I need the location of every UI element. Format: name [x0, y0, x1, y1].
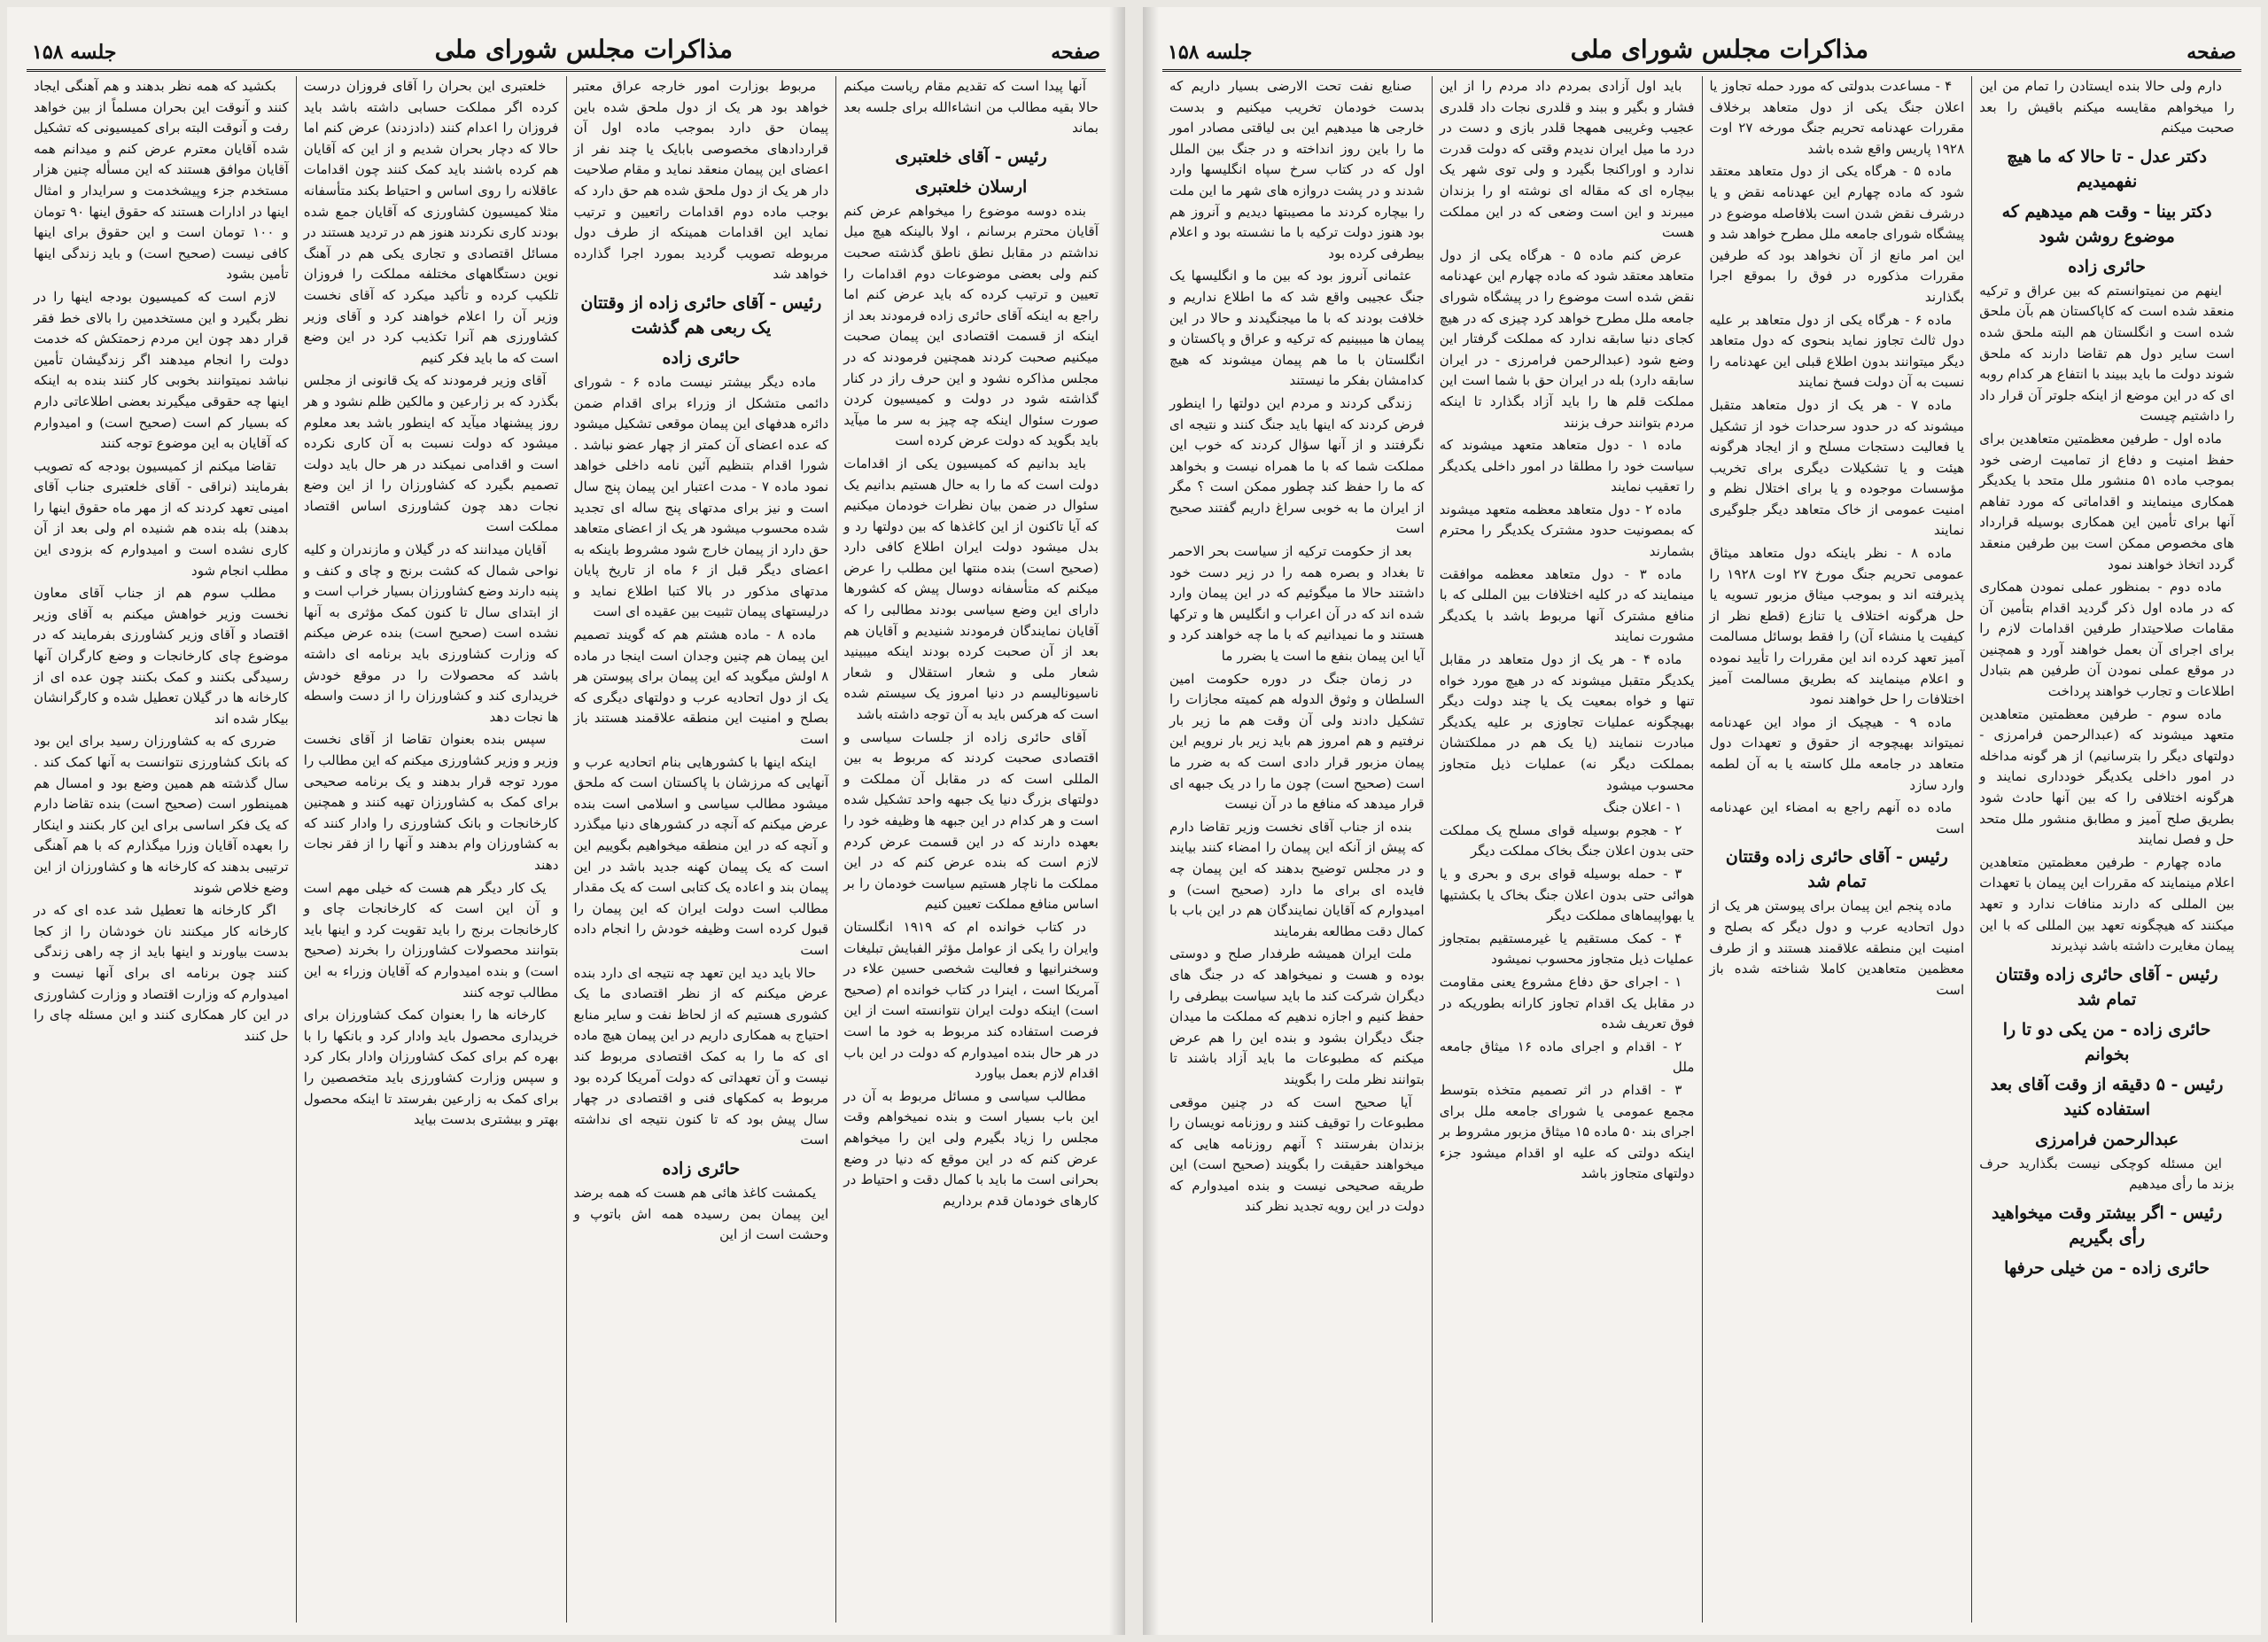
paragraph: باید اول آزادی بمردم داد مردم را از این فشار و بگیر و ببند و قلدری نجات داد قلدری عجیب وغریبی همهجا قلدر بازی و دست در درد ما میل ایران ندیدم وقتی که دولت قدرت ندارد و اوراکنجا بگیرد و ولی توی شهر یک بیچاره ای که مقاله ای نوشته او را بزندان میبرند و این است وضعی که در این مملکت هست	[1439, 78, 1695, 241]
paragraph: ۳ - اقدام در اثر تصمیم متخذه بتوسط مجمع عمومی یا شورای جامعه ملل برای اجرای بند ۵۰ ماده ۱۵ میثاق مزبور مشروط بر اینکه دولتی که علیه او اقدام میشود جزء دولتهای متجاوز باشد	[1439, 1081, 1695, 1182]
paragraph: ۱ - اعلان جنگ	[1603, 799, 1682, 816]
paragraph: ۳ - حمله بوسیله قوای بری و بحری و یا هوائی حتی بدون اعلان جنگ بخاک یا بکشتیها یا بهواپیماهای مملکت دیگر	[1439, 865, 1695, 924]
speaker-heading: حائری زاده	[2068, 256, 2146, 276]
paragraph: دارم ولی حالا بنده ایستادن را تمام من این را میخواهم مقایسه میکنم باقیش را بعد صحبت میکنم	[1979, 78, 2234, 136]
paragraph: سپس بنده بعنوان تقاضا از آقای نخست وزیر و وزیر کشاورزی میکنم که این مطالب را مورد توجه قرار بدهند و یک برنامه صحیحی برای کمک به کشاورزان تهیه کنند و همچنین کارخانجات و بانک کشاورزی را وادار کنند که به کشاورزان وام بدهند و آنها را از فقر نجات دهند	[303, 731, 559, 873]
paragraph: اینهم من نمیتوانستم که بین عراق و ترکیه منعقد شده است که کاپاکستان هم بآن ملحق شده است و انگلستان هم البته ملحق شده است سایر دول هم تقاضا دارند که ملحق شوند دولت ما باید ببیند با انتفاع هر کدام روبه ای که در این موضع از اینکه جلوتر آن قرار داد را داشتیم چیست	[1979, 282, 2234, 424]
paragraph: مربوط بوزارت امور خارجه عراق معتبر خواهد بود هر یک از دول ملحق شده باین پیمان حق دارد بموجب ماده اول آن قراردادهای مخصوصی بابایک یا چند نفر از اعضای این پیمان منعقد نماید و مقام صلاحیت دار هر یک از دول ملحق شده هم حق دارد که بوجب ماده دوم اقدامات راتعیین و ترتیب نماید این اقدامات همینکه از طرف دول مربوطه تصویب گردید بمورد اجرا گذارده خواهد شد	[573, 78, 829, 283]
paragraph: بنده از جناب آقای نخست وزیر تقاضا دارم که پیش از آنکه این پیمان را امضاء کنند بیایند و در مجلس توضیح بدهند که این پیمان چه فایده ای برای ما دارد (صحیح است) و امیدوارم که آقایان نمایندگان هم در این باب با کمال دقت مطالعه بفرمایند	[1169, 818, 1425, 939]
paragraph: مطالب سیاسی و مسائل مربوط به آن در این باب بسیار است و بنده نمیخواهم وقت مجلس را زیاد بگیرم ولی این را میخواهم عرض کنم که در این موقع که دنیا در وضع بحرانی است ما باید با کمال دقت و احتیاط در کارهای خودمان قدم برداریم	[843, 1087, 1099, 1209]
paragraph: باید بدانیم که کمیسیون یکی از اقدامات دولت است که ما را به حال هستیم بدانیم یک سئوال در ضمن بیان نظرات خودمان میکنیم که آیا تاکنون از این کاغذها که بین دولتها رد و بدل میشود دولت ایران اطلاع کافی دارد (صحیح است) بنده منتها این مطلب را عرض میکنم که متأسفانه دوسال پیش که کشورها دارای این وضع سیاسی بودند مطالبی را که آقایان نمایندگان فرمودند شنیدیم و آقایان هم بعد از آن صحبت کرده بودند اینکه میبینید شعار ملی و شعار استقلال و شعار ناسیونالیسم در دنیا امروز یک سیستم شده است که هرکس باید به آن توجه داشته باشد	[843, 455, 1099, 723]
paragraph: خلعتبری این بحران را آقای فروزان درست کرده اگر مملکت حسابی داشته باشد باید فروزان را اعدام کنند (دادزدند) عرض کنم اما حالا که دچار بحران شدیم و از این که آقایان هم کرده باشند باید کمک کنند چون اقدامات عاقلانه را روی اساس و احتیاط بکند متأسفانه مثلا کمیسیون کشاورزی که آقایان جمع شده بودند کاری نکردند هنوز هم در تردید هستند در مسائل اقتصادی و تجاری یکی هم در آهنگ نوین دستگاههای مختلفه مملکت را فروزان تلکیب کرده و تأکید میکرد که آقای نخست وزیر آن را اعلام خواهند کرد و آقای وزیر کشاورزی هم آنرا تکذیب کرد در این وضع است که ما باید فکر کنیم	[303, 78, 559, 366]
paragraph: تقاضا میکنم از کمیسیون بودجه که تصویب بفرمایند (نراقی - آقای خلعتبری جناب آقای امینی تعهد کردند که از مهر ماه حقوق اینها را بدهند) بله بنده هم شنیده ام ولی بعد از آن کاری نشده است و امیدوارم که بزودی این مطلب انجام شود	[34, 457, 289, 579]
paragraph: ماده ۶ - هرگاه یکی از دول متعاهد بر علیه دول ثالث تجاوز نماید بنحوی که دول متعاهد دیگر میتوانند بدون اطلاع قبلی این عهدنامه را نسبت به آن دولت فسخ نمایند	[1709, 311, 1965, 391]
paragraph: ضرری که به کشاورزان رسید برای این بود که بانک کشاورزی نتوانست به آنها کمک کند . سال گذشته هم همین وضع بود و امسال هم همینطور است (صحیح است) بنده تقاضا دارم که یک فکر اساسی برای این کار بکنند و اینکار را بعهده آقایان وزرا میگذارم که با هم آهنگی ترتیبی بدهند که کارخانه ها و کشاورزان از این وضع خلاص شوند	[34, 733, 289, 896]
paragraph: لازم است که کمیسیون بودجه اینها را در نظر بگیرد و این مستخدمین را بالای خط فقر قرار دهد چون این مردم زحمتکش که خدمت دولت را انجام میدهند اگر زندگیشان تأمین نباشد نمیتوانند بخوبی کار کنند بنده به اینکه اینها چه حقوقی میگیرند بعضی اطلاعاتی دارم که بسیار کم است (صحیح است) و امیدوارم که آقایان به این موضوع توجه کنند	[34, 288, 289, 452]
speaker-heading: دکتر بینا - وقت هم میدهیم که موضوع روشن شود	[2001, 201, 2212, 246]
left-page-header	[27, 23, 1106, 72]
paragraph: ۴ - مساعدت بدولتی که مورد حمله تجاوز یا اعلان جنگ یکی از دول متعاهد برخلاف مقررات عهدنامه تحریم جنگ مورخه ۲۷ اوت ۱۹۲۸ پاریس واقع شده باشد	[1709, 78, 1965, 157]
paragraph: زندگی کردند و مردم این دولتها را اینطور فرض کردند که اینها باید جنگ کنند و نتیجه ای نگرفتند و از آنها سؤال کردند که خوب این مملکت شما که با ما همراه نیست و بخواهد که ما را حفظ کند چطور ممکن است ؟ مگر از ایران ما به خوبی سراغ داریم گفتند صحیح است	[1169, 394, 1425, 537]
paragraph: در زمان جنگ در دوره حکومت امین السلطان و وثوق الدوله هم کمیته مجازات را تشکیل دادند ولی آن وقت هم ما زیر بار نرفتیم و هم امروز هم باید زیر بار نرویم این پیمان مزبور قرار دادی است که به ضرر ما است (صحیح است) چون ما را در یک جبهه ای قرار میدهد که منافع ما در آن نیست	[1169, 670, 1425, 813]
speaker-heading: دکتر عدل - تا حالا که ما هیچ نفهمیدیم	[2007, 146, 2207, 191]
right-column-2	[1702, 76, 1972, 1623]
speaker-heading: عبدالرحمن فرامرزی	[2035, 1129, 2179, 1149]
left-page-label: صفحه	[1051, 41, 1100, 64]
left-columns	[27, 76, 1106, 1623]
newspaper-spread	[7, 7, 2261, 1635]
right-page-header	[1162, 23, 2241, 72]
paragraph: اگر کارخانه ها تعطیل شد عده ای که در کارخانه کار میکنند نان خودشان را از کجا بدست بیاورند و اینها باید از چه راهی زندگی کنند چون برنامه ای برای آنها نیست و امیدوارم که وزارت اقتصاد و وزارت کشاورزی در این کار همکاری کنند و این مسئله چای را حل کنند	[34, 902, 289, 1044]
paragraph: ماده چهارم - طرفین معظمتین متعاهدین اعلام مینمایند که مقررات این پیمان با تعهدات بین المللی که دارند منافات ندارد و تعهد میکنند که هیچگونه تعهد بین المللی که با این پیمان مغایرت داشته باشد نپذیرند	[1979, 853, 2234, 954]
paragraph: ماده ۸ - نظر باینکه دول متعاهد میثاق عمومی تحریم جنگ مورخ ۲۷ اوت ۱۹۲۸ را پذیرفته اند و بموجب میثاق مزبور تسویه یا حل هرگونه اختلاف یا تنازع (قطع نظر از کیفیت یا منشاء آن) را فقط بوسائل مسالمت آمیز تعهد کرده اند این مقررات را تأیید نموده و اعلام مینمایند که بطریق مسالمت آمیز اختلافات را حل خواهند نمود	[1709, 545, 1965, 708]
gutter-shadow	[1109, 7, 1125, 1635]
paragraph: این مسئله کوچکی نیست بگذارید حرف بزند ما رأی میدهیم	[1979, 1155, 2234, 1193]
right-columns	[1162, 76, 2241, 1623]
paragraph: بکشید که همه نظر بدهند و هم آهنگی ایجاد کنند و آنوقت این بحران مسلماً از بین خواهد رفت و آنوقت البته برای کمیسیونی که تشکیل شده آقایان معترم عرض کنم و میدانم همه آقایان موافق هستند که این مسأله چنین هزار مستخدم جزء وپیشخدمت و سرایدار و امثال اینها در ادارات هستند که حقوق اینها ۹۰ تومان و ۱۰۰ تومان است و این حقوق برای اینها کافی نیست (صحیح است) و باید زندگی اینها تأمین بشود	[34, 78, 289, 283]
paragraph: ماده ۹ - هیچیک از مواد این عهدنامه نمیتواند بهیچوجه از حقوق و تعهدات دول متعاهد در جامعه ملل کاسته یا به آن لطمه وارد سازد	[1709, 713, 1965, 793]
paragraph: آنها پیدا است که تقدیم مقام ریاست میکنم حالا بقیه مطالب من انشاءالله برای جلسه بعد بماند	[843, 78, 1099, 136]
speaker-heading: رئیس - آقای حائری زاده وقتتان تمام شد	[1725, 847, 1948, 892]
left-column-2	[566, 76, 836, 1623]
paragraph: مطلب سوم هم از جناب آقای معاون نخست وزیر خواهش میکنم به آقای وزیر اقتصاد و آقای وزیر کشاورزی بفرمایند که در موضوع چای کارخانجات و وضع کارگران آنها رسیدگی بکنند و کمک بکنند چون عده ای از کارخانه ها در گیلان تعطیل شده و کارگرانشان بیکار شده اند	[34, 585, 289, 727]
speaker-heading: رئیس - آقای حائری زاده از وقتتان یک ربعی هم گذشت	[580, 292, 822, 338]
speaker-heading: حائری زاده - من خیلی حرفها	[2004, 1257, 2210, 1278]
paragraph: ۲ - هجوم بوسیله قوای مسلح یک مملکت حتی بدون اعلان جنگ بخاک مملکت دیگر	[1439, 821, 1695, 860]
gutter-shadow	[1143, 7, 1159, 1635]
paragraph: ۲ - اقدام و اجرای ماده ۱۶ میثاق جامعه ملل	[1439, 1038, 1695, 1076]
paragraph: ماده ۲ - دول متعاهد معظمه متعهد میشوند که بمصونیت حدود مشترک یکدیگر را محترم بشمارند	[1439, 501, 1695, 560]
speaker-heading: ارسلان خلعتبری	[914, 176, 1028, 197]
paragraph: صنایع نفت تحت الارضی بسیار داریم که بدست خودمان تخریب میکنیم و بدست خارجی ها میدهیم این بی لیاقتی مصادر امور ما را باین روز انداخته و در جنگ بین الملل اول که در کتاب سرخ سپاه انگلیسها وارد شدند و در پشت دروازه های شهر ما این ملت را بیچاره کردند ما مصیبتها دیدیم و آنروز هم بود هنوز دولت ترکیه با ما نشسته بود و اعلام بیطرفی کرده بود	[1169, 78, 1425, 261]
speaker-heading: حائری زاده	[662, 1158, 741, 1179]
left-page	[7, 7, 1125, 1635]
left-running-title: مذاکرات مجلس شورای ملی	[434, 35, 734, 64]
paragraph: عثمانی آنروز بود که بین ما و انگلیسها یک جنگ عجیبی واقع شد که ما اطلاع نداریم و خلافت بودند که با ما میجنگیدند و حالا در این پیمان ها میبینیم که ترکیه و عراق و پاکستان و انگلستان با ما هم پیمان میشوند که هیچ کدامشان بفکر ما نیستند	[1169, 268, 1425, 389]
right-column-4	[1162, 76, 1432, 1623]
paragraph: آقای حائری زاده از جلسات سیاسی و اقتصادی صحبت کردند که مربوط به بین المللی است که در مقابل آن مملکت و دولتهای بزرگ دنیا یک جبهه واحد تشکیل شده است و هر کدام در این جبهه ها وظیفه خود را بعهده دارند که در این قسمت عرض کردم لازم است که بنده عرض کنم که در این مملکت ما ناچار هستیم سیاست خودمان را بر اساس منافع مملکت تعیین کنیم	[843, 728, 1099, 913]
paragraph: حالا باید دید این تعهد چه نتیجه ای دارد بنده عرض میکنم که از نظر اقتصادی ما یک کشوری هستیم که از لحاظ نفت و سایر منابع احتیاج به همکاری داریم در این پیمان هیچ ماده ای که ما را به کمک اقتصادی مربوط کند نیست و آن تعهداتی که دولت آمریکا کرده بود مربوط به کمکهای فنی و اقتصادی در چهار سال پیش بود که تا کنون نتیجه ای نداشته است	[573, 964, 829, 1148]
paragraph: ماده دوم - بمنظور عملی نمودن همکاری که در ماده اول ذکر گردید اقدام بتأمین آن مقامات صلاحیتدار طرفین اقدامات لازم را برای اجرای آن بعمل خواهند آورد و همچنین در موقع عملی نمودن آن طرفین هم بتبادل اطلاعات و تجارب خواهند پرداخت	[1979, 579, 2234, 700]
paragraph: یک کار دیگر هم هست که خیلی مهم است و آن این است که کارخانجات چای و کارخانجات برنج را باید تقویت کرد و اینها باید بتوانند محصولات کشاورزان را بخرند (صحیح است) و بنده امیدوارم که آقایان وزراء به این مطالب توجه کنند	[303, 879, 559, 1000]
paragraph: ماده دیگر بیشتر نیست ماده ۶ - شورای دائمی متشکل از وزراء برای اقدام ضمن دائره هدفهای این پیمان موقعی تشکیل میشود که عده اعضای آن کمتر از چهار عضو نباشد . شورا اقدام بتنظیم آئین نامه داخلی خواهد نمود ماده ۷ - مدت اعتبار این پیمان پنج سال است و نیز برای مدتهای پنج ساله ای تجدید شده محسوب میشود هر یک از اعضای متعاهد حق دارد از پیمان خارج شود مشروط باینکه به اعضای دیگر قبل از ۶ ماه از تاریخ پایان مدتهای مذکور در بالا کتبا اطلاع نماید و درلیستهای پیمان تثبیت بین عقیده ای است	[573, 373, 829, 620]
paragraph: آقای وزیر فرمودند که یک قانونی از مجلس بگذرد که بر زارعین و مالکین ظلم نشود و هر روز پیشنهاد میآید که اینطور باشد بعد معلوم میشود که دولت نسبت به آن کاری نکرده است و اقدامی نمیکند در هر حال باید دولت تصمیم بگیرد که کشاورزان را از این وضع نجات دهد چون کشاورزی اساس اقتصاد مملکت است	[303, 372, 559, 535]
speaker-heading: حائری زاده	[662, 347, 741, 368]
paragraph: ۴ - کمک مستقیم یا غیرمستقیم بمتجاوز عملیات ذیل متجاوز محسوب نمیشود	[1439, 930, 1695, 968]
paragraph: اینکه اینها با کشورهایی بنام اتحادیه عرب و آنهایی که مرزشان با پاکستان است که ملحق میشود مطالب سیاسی و اسلامی است بنده عرض میکنم که آنچه در کشورهای دنیا میگذرد و آنچه که در این منطقه میخواهیم بگوییم این است که یک پیمان کهنه جدید باشد در این پیمان بند و اعاده یک کتابی است که یک مقدار مطالب است دولت ایران که این پیمان را قبول کرده است وظیفه خودش را انجام داده است	[573, 753, 829, 958]
paragraph: بعد از حکومت ترکیه از سیاست بحر الاحمر تا بغداد و بصره همه را در زیر دست خود داشتند حالا ما میگوئیم که در این پیمان وارد شده اند که در آن اعراب و انگلیس ها و ترکها هستند و ما نمیدانیم که با ما چه خواهند کرد و آیا این پیمان بنفع ما است یا بضرر ما	[1169, 543, 1425, 665]
paragraph: ماده ده آنهم راجع به امضاء این عهدنامه است	[1709, 799, 1965, 837]
paragraph: بنده دوسه موضوع را میخواهم عرض کنم آقایان محترم برسانم ، اولا بالینکه هیچ میل نداشتم در مقابل نطق ناطق گذشته صحبت کنم ولی بعضی موضوعات دوم اقدامات را تعیین و ترتیب کرده که باید عرض کنم اما راجع به اینکه آقای حائری زاده فرمودند بعد از اینکه از قسمت اقتصادی این پیمان صحبت میکنیم صحبت کردند همچنین فرمودند که در مجلس مذاکره نشود و این حرف راز در کنار گذاشته شود در دولت و کمیسیون کردن صورت سئوال اینکه چه چیز به سر ما میآید باید بگوید که دولت عرض کرده است	[843, 202, 1099, 449]
paragraph: کارخانه ها را بعنوان کمک کشاورزان برای خریداری محصول باید وادار کرد و بانکها را با بهره کم برای کمک کشاورزان وادار بکار کرد و سپس وزارت کشاورزی باید متخصصین را برای کمک به زارعین بفرستد تا اینکه محصول بهتر و بیشتری بدست بیاید	[303, 1007, 559, 1128]
paragraph: ماده ۱ - دول متعاهد متعهد میشوند که سیاست خود را مطلقا در امور داخلی یکدیگر را تعقیب نمایند	[1439, 437, 1695, 495]
right-column-1	[1971, 76, 2241, 1623]
speaker-heading: رئیس - آقای خلعتبری	[895, 146, 1047, 167]
paragraph: ماده ۳ - دول متعاهد معظمه موافقت مینمایند که در کلیه اختلافات بین المللی که با منافع مشترک آنها مربوط باشد با یکدیگر مشورت نمایند	[1439, 565, 1695, 645]
paragraph: ماده اول - طرفین معظمتین متعاهدین برای حفظ امنیت و دفاع از تمامیت ارضی خود بموجب ماده ۵۱ منشور ملل متحد با یکدیگر همکاری مینمایند و اقداماتی که مورد تفاهم آنها برای تأمین این همکاری بوسیله قرارداد های مخصوص ممکن است بین طرفین منعقد گردد اتخاذ خواهند نمود	[1979, 430, 2234, 572]
paragraph: ماده ۵ - هرگاه یکی از دول متعاهد معتقد شود که ماده چهارم این عهدنامه نقض و یا درشرف نقض شدن است بلافاصله موضوع در پیشگاه شورای جامعه ملل مطرح خواهد شد و این امر مانع از آن نخواهد بود که طرفین مقررات مذکوره در فوق را بموقع اجرا بگذارند	[1709, 163, 1965, 305]
paragraph: ماده پنجم این پیمان برای پیوستن هر یک از دول اتحادیه عرب و دول دیگر که بصلح و امنیت این منطقه علاقمند هستند و از طرف معظمین متعاهدین کاملا شناخته شده باز است	[1709, 898, 1965, 998]
paragraph: ماده ۷ - هر یک از دول متعاهد متقبل میشوند که در حدود سرحدات خود از تشکیل یا فعالیت دستجات مسلح و از ایجاد هرگونه هیئت و یا تشکیلات دیگری برای تخریب مؤسسات موجوده و یا برای اختلال نظم و امنیت عمومی از خاک متعاهد دیگر جلوگیری نمایند	[1709, 396, 1965, 539]
right-column-3	[1432, 76, 1702, 1623]
right-page	[1143, 7, 2261, 1635]
speaker-heading: رئیس - اگر بیشتر وقت میخواهید رأی بگیریم	[1991, 1202, 2223, 1248]
speaker-heading: حائری زاده - من یکی دو تا را بخوانم	[2002, 1019, 2211, 1064]
paragraph: در کتاب خوانده ام که ۱۹۱۹ انگلستان وایران را یکی از عوامل مؤثر الفبایش تبلیغات وسخنرانیها و فعالیت شخصی حسین علاء در آمریکا است ، اینرا در کتاب خوانده ام (صحیح است) اینکه دولت ایران نتوانسته است از این فرصت استفاده کند مربوط به خود ما است در هر حال بنده امیدوارم که دولت در این باب اقدام لازم بعمل بیاورد	[843, 918, 1099, 1082]
paragraph: یکمشت کاغذ هائی هم هست که همه برضد این پیمان بمن رسیده همه اش باتوپ و وحشت است از این	[573, 1184, 829, 1243]
right-session-label: جلسه ۱۵۸	[1168, 41, 1253, 64]
left-column-4	[27, 76, 296, 1623]
paragraph: ماده سوم - طرفین معظمتین متعاهدین متعهد میشوند که (عبدالرحمن فرامرزی - دولتهای دیگر را بترسانیم) از هر گونه مداخله در امور داخلی یکدیگر خودداری نمایند و هرگونه اختلافی را که بین آنها حادث شود بطریق صلح آمیز و مطابق منشور ملل متحد حل و فصل نمایند	[1979, 705, 2234, 848]
paragraph: عرض کنم ماده ۵ - هرگاه یکی از دول متعاهد معتقد شود که ماده چهارم این عهدنامه نقض شده است موضوع را در پیشگاه شورای جامعه ملل مطرح خواهد کرد چیزی که در هیچ کجای دنیا سابقه ندارد که مملکت گرفتار این وضع شود (عبدالرحمن فرامرزی - در ایران سابقه دارد) بله در ایران حق با شما است این مملکت قلم ها را باید آزاد بگذارد تا اینکه مردم بتوانند حرف بزنند	[1439, 246, 1695, 431]
speaker-heading: رئیس - آقای حائری زاده وقتتان تمام شد	[1995, 964, 2218, 1009]
paragraph: ماده ۴ - هر یک از دول متعاهد در مقابل یکدیگر متقبل میشوند که در هیچ مورد خواه تنها و خواه بمعیت یک یا چند دولت دیگر بهیچگونه عملیات تجاوزی بر علیه یکدیگر مبادرت ننمایند (یا یک هم در مملکتشان بمملکت دیگر نه) عملیات ذیل متجاوز محسوب میشود	[1439, 651, 1695, 793]
right-running-title: مذاکرات مجلس شورای ملی	[1570, 35, 1869, 64]
paragraph: ماده ۸ - ماده هشتم هم که گویند تصمیم این پیمان هم چنین وجدان است اینجا در ماده ۸ اولش میگوید که این پیمان برای پیوستن هر یک از دول اتحادیه عرب و دولتهای دیگری که بصلح و امنیت این منطقه علاقمند هستند باز است	[573, 626, 829, 748]
paragraph: ۱ - اجرای حق دفاع مشروع یعنی مقاومت در مقابل یک اقدام تجاوز کارانه بطوریکه در فوق تعریف شده	[1439, 973, 1695, 1032]
paragraph: آقایان میدانند که در گیلان و مازندران و کلیه نواحی شمال که کشت برنج و چای و کنف و پنبه دارند وضع کشاورزان بسیار خراب است و از ابتدای سال تا کنون کمک مؤثری به آنها نشده است (صحیح است) بنده عرض میکنم که وزارت کشاورزی باید برنامه ای داشته باشد که محصولات را در موقع خودش خریداری کند و کشاورزان را از دست واسطه ها نجات دهد	[303, 541, 559, 725]
paragraph: آیا صحیح است که در چنین موقعی مطبوعات را توقیف کنند و روزنامه نویسان را بزندان بفرستند ؟ آنهم روزنامه هایی که میخواهند حقیقت را بگویند (صحیح است) این طریقه صحیحی نیست و بنده امیدوارم که دولت در این رویه تجدید نظر کند	[1169, 1093, 1425, 1215]
speaker-heading: رئیس - ۵ دقیقه از وقت آقای بعد استفاده کنید	[1990, 1074, 2224, 1119]
left-column-3	[296, 76, 566, 1623]
right-page-label: صفحه	[2186, 41, 2236, 64]
left-column-1	[835, 76, 1106, 1623]
paragraph: ملت ایران همیشه طرفدار صلح و دوستی بوده و هست و نمیخواهد که در جنگ های دیگران شرکت کند ما باید سیاست بیطرفی را حفظ کنیم و اجازه ندهیم که مملکت ما میدان جنگ دیگران بشود و بنده این را هم عرض میکنم که مطبوعات ما باید آزاد باشند تا بتوانند نظر ملت را بگویند	[1169, 946, 1425, 1087]
left-session-label: جلسه ۱۵۸	[32, 41, 117, 64]
